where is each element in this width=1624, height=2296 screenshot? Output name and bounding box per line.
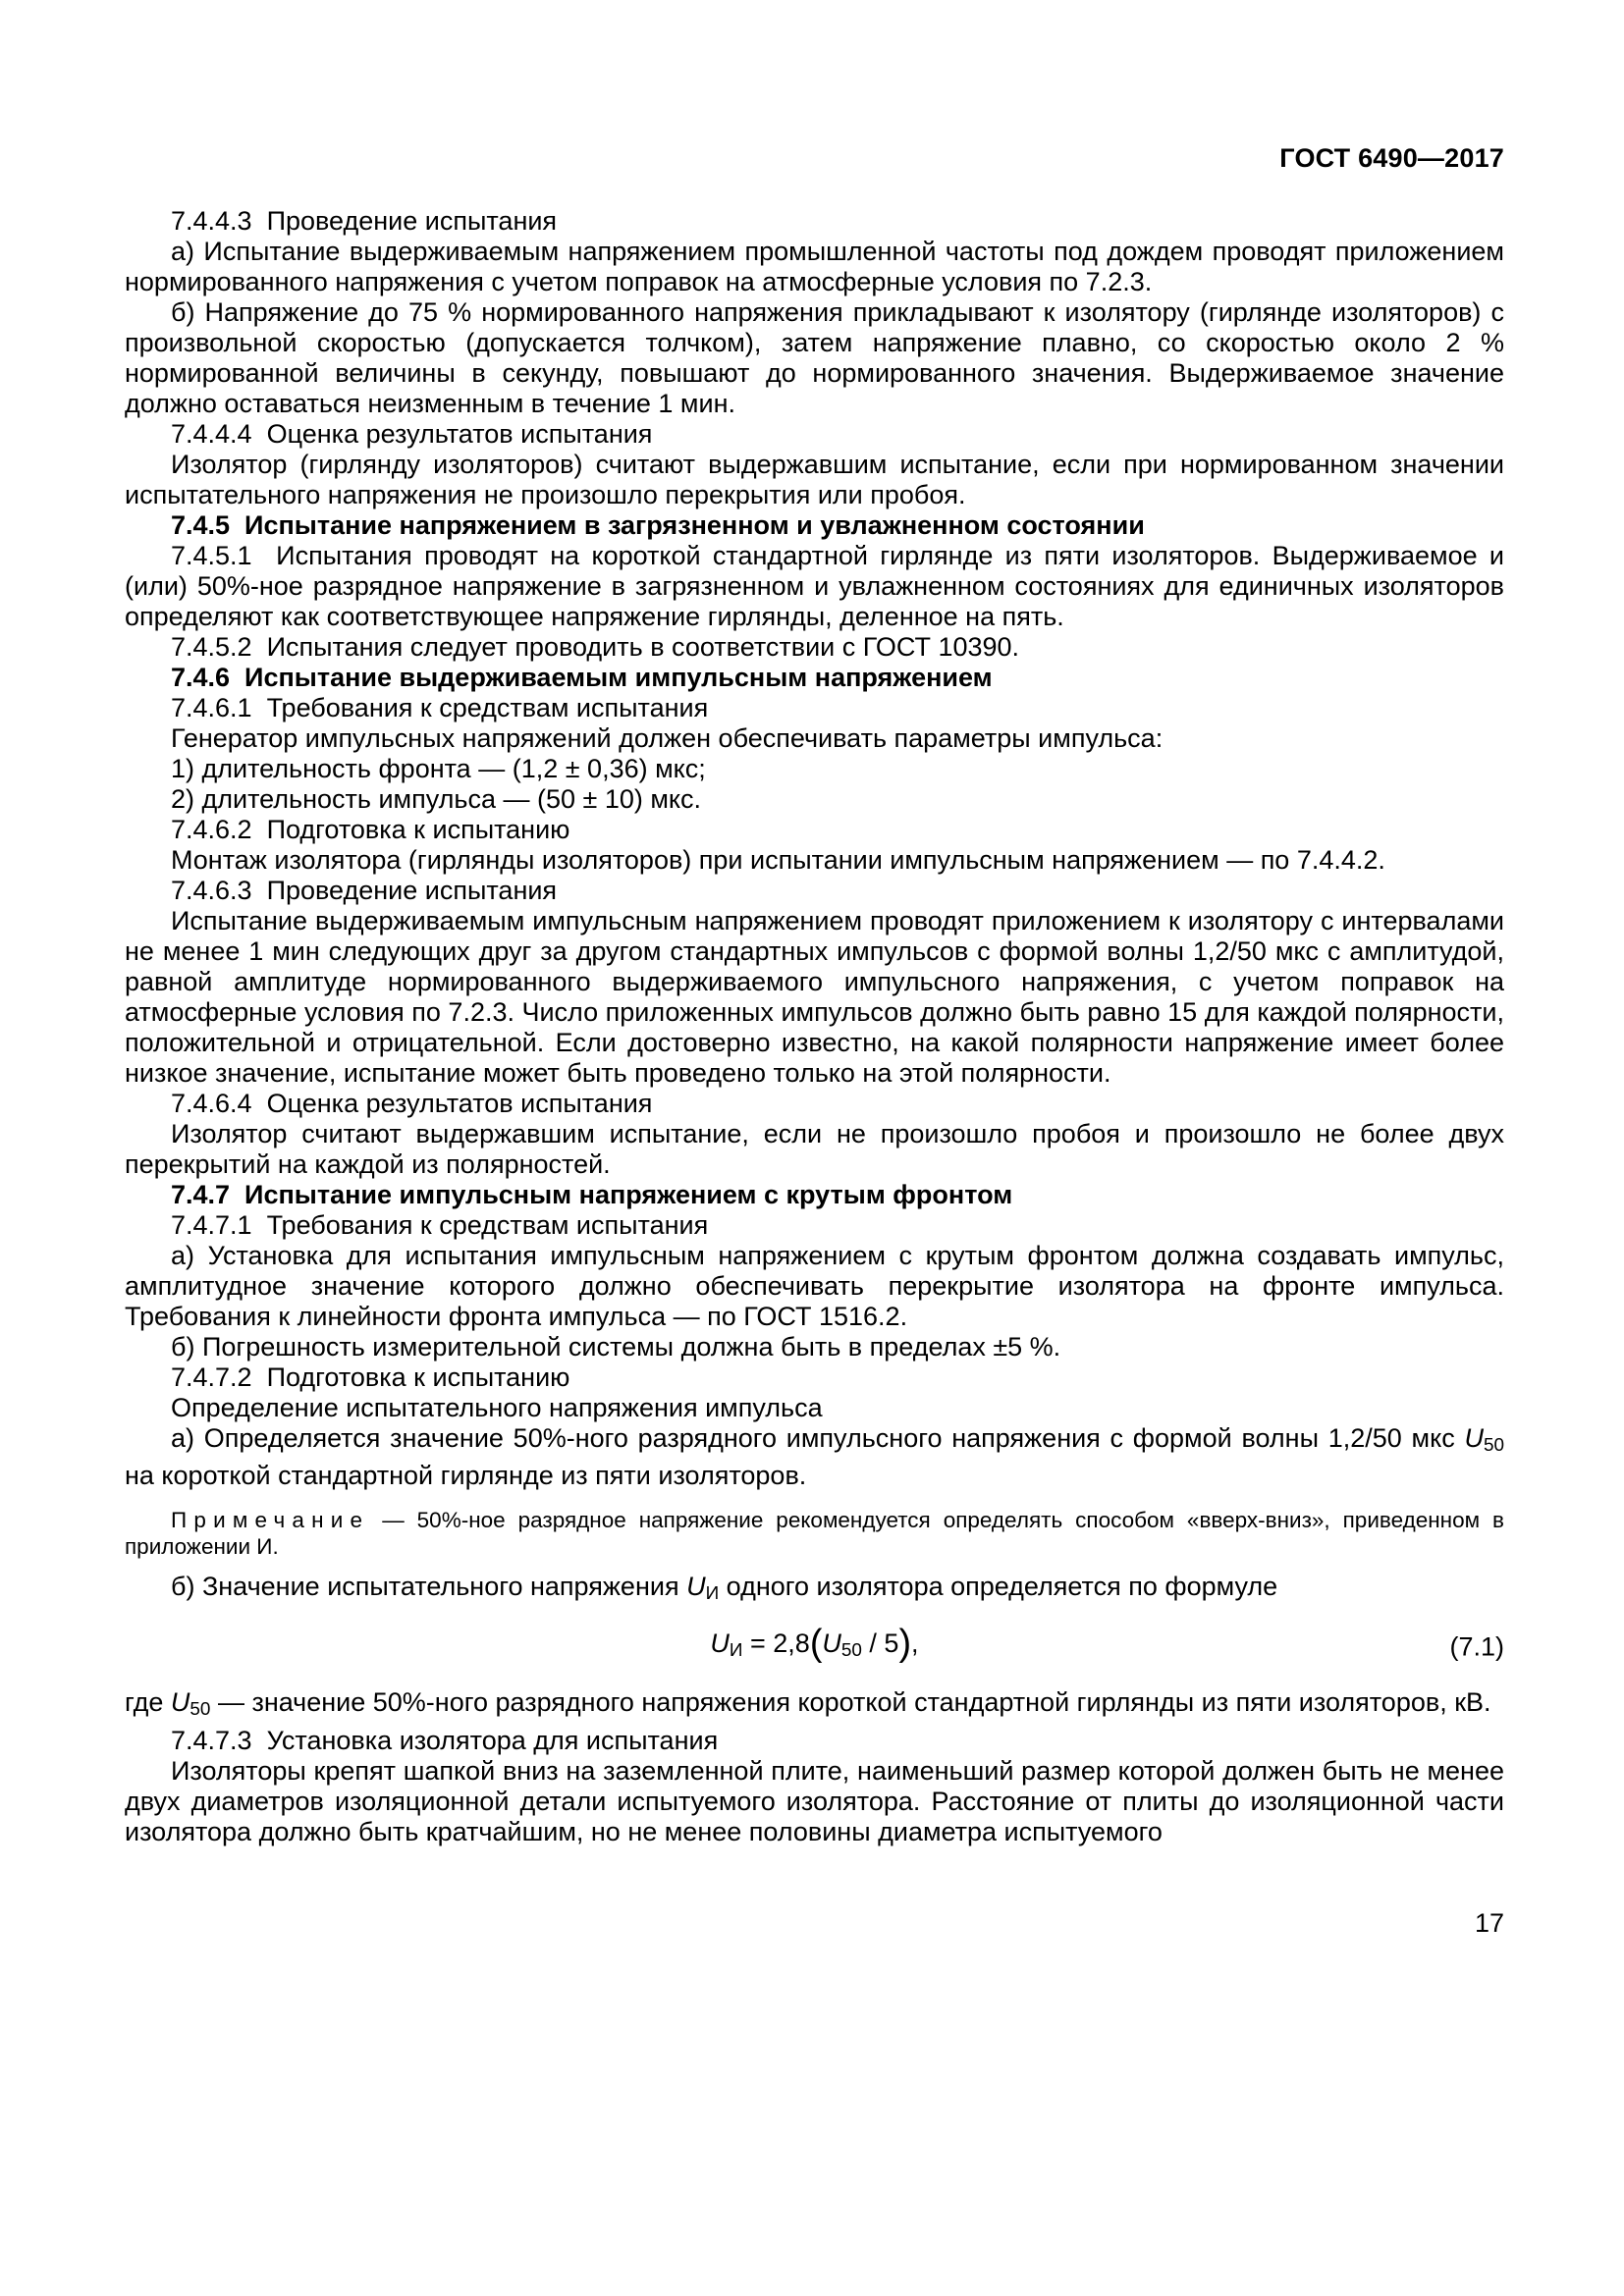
subscript-i: И bbox=[729, 1640, 743, 1662]
document-number: ГОСТ 6490—2017 bbox=[1279, 143, 1504, 173]
subscript-50: 50 bbox=[189, 1699, 211, 1721]
variable-u: U bbox=[170, 1687, 190, 1718]
text-run: где bbox=[125, 1687, 171, 1718]
paragraph: а) Испытание выдерживаемым напряжением промышленной частоты под дождем проводят приложением нормированного напряжения с учетом поправок на атмосферные условия по 7.2.3. bbox=[125, 237, 1504, 296]
section-heading: 7.4.6 Испытание выдерживаемым импульсным напряжением bbox=[171, 663, 993, 692]
variable-u: U bbox=[1464, 1423, 1484, 1453]
paragraph: б) Погрешность измерительной системы должна быть в пределах ±5 %. bbox=[171, 1332, 1061, 1362]
paragraph: 7.4.7.3 Установка изолятора для испытания bbox=[171, 1725, 719, 1755]
variable-u: U bbox=[686, 1572, 706, 1602]
paragraph: Изоляторы крепят шапкой вниз на заземленной плите, наименьший размер которой должен быть не менее двух диаметров изоляционной детали испытуемого изолятора. Расстояние от плиты до изоляционной части изолятора должно быть кратчайшим, но не менее половины диаметра испытуемого bbox=[125, 1755, 1504, 1846]
paragraph: Генератор импульсных напряжений должен обеспечивать параметры импульса: bbox=[171, 723, 1164, 753]
paragraph: Испытание выдерживаемым импульсным напряжением проводят приложением к изолятору с интервалами не менее 1 мин следующих друг за другом стандартных импульсов с формой волны 1,2/50 мкс с амплитудой, равной амплитуде нормированного выдерживаемого импульсного напряжения, с учетом поправок на атмосферные условия по 7.2.3. Число приложенных импульсов должно быть равно 15 для каждой полярности, положительной и отрицательной. Если достоверно известно, на какой полярности напряжение имеет более низкое значение, испытание может быть проведено только на этой полярности. bbox=[125, 906, 1504, 1088]
paragraph: Монтаж изолятора (гирлянды изоляторов) при испытании импульсным напряжением — по 7.4.4.2. bbox=[171, 845, 1385, 875]
note-label: Примечание bbox=[171, 1508, 370, 1533]
subscript-50: 50 bbox=[1483, 1435, 1504, 1457]
section-heading: 7.4.5 Испытание напряжением в загрязненном и увлажненном состоянии bbox=[171, 510, 1145, 540]
close-paren: ) bbox=[898, 1623, 912, 1665]
variable-u: U bbox=[822, 1629, 841, 1659]
paragraph: Изолятор считают выдержавшим испытание, если не произошло пробоя и произошло не более двух перекрытий на каждой из полярностей. bbox=[125, 1119, 1504, 1179]
paragraph: 7.4.5.1 Испытания проводят на короткой стандартной гирлянде из пяти изоляторов. Выдерживаемое и (или) 50%-ное разрядное напряжение в загрязненном и увлажненном состояниях для единичных изоляторов определяют как соответствующее напряжение гирлянды, деленное на пять. bbox=[125, 541, 1504, 631]
paragraph: 7.4.5.2 Испытания следует проводить в соответствии с ГОСТ 10390. bbox=[171, 632, 1020, 662]
paragraph: 7.4.6.2 Подготовка к испытанию bbox=[171, 815, 570, 844]
note bbox=[125, 1507, 1504, 1560]
paragraph: Изолятор (гирлянду изоляторов) считают выдержавшим испытание, если при нормированном значении испытательного напряжения не произошло перекрытия или пробоя. bbox=[125, 450, 1504, 509]
text-run: / 5 bbox=[861, 1629, 899, 1659]
subscript-i: И bbox=[705, 1583, 720, 1605]
paragraph: 7.4.7.2 Подготовка к испытанию bbox=[171, 1362, 570, 1392]
text-run: одного изолятора определяется по формуле bbox=[719, 1572, 1278, 1602]
paragraph: б) Напряжение до 75 % нормированного напряжения прикладывают к изолятору (гирлянде изоляторов) с произвольной скоростью (допускается толчком), затем напряжение плавно, со скоростью около 2 % нормированной величины в секунду, повышают до нормированного значения. Выдерживаемое значение должно оставаться неизменным в течение 1 мин. bbox=[125, 297, 1504, 418]
paragraph: 7.4.4.4 Оценка результатов испытания bbox=[171, 419, 653, 449]
paragraph: 7.4.6.3 Проведение испытания bbox=[171, 876, 558, 905]
page-number: 17 bbox=[1474, 1908, 1504, 1938]
text-run: — 50%-ное разрядное напряжение рекомендуется определять способом «вверх-вниз», приведенном в приложении И. bbox=[125, 1508, 1504, 1560]
subscript-50: 50 bbox=[840, 1640, 862, 1662]
text-run: , bbox=[911, 1629, 919, 1659]
text-run: а) Определяется значение 50%-ного разрядного импульсного напряжения с формой волны 1,2/50 мкс bbox=[171, 1423, 1465, 1453]
paragraph: 7.4.4.3 Проведение испытания bbox=[171, 206, 558, 236]
paragraph: Определение испытательного напряжения импульса bbox=[171, 1393, 823, 1422]
paragraph: 2) длительность импульса — (50 ± 10) мкс. bbox=[171, 784, 702, 814]
formula-number: (7.1) bbox=[1449, 1631, 1504, 1662]
section-heading: 7.4.7 Испытание импульсным напряжением с крутым фронтом bbox=[171, 1180, 1013, 1209]
paragraph: 7.4.6.4 Оценка результатов испытания bbox=[171, 1089, 653, 1118]
formula-expression bbox=[710, 1623, 919, 1665]
variable-u: U bbox=[710, 1629, 730, 1659]
open-paren: ( bbox=[809, 1623, 823, 1665]
text-run: на короткой стандартной гирлянде из пяти изоляторов. bbox=[125, 1461, 807, 1491]
formula-block bbox=[125, 1623, 1504, 1666]
text-run: — значение 50%-ного разрядного напряжения короткой стандартной гирлянды из пяти изоляторов, кВ. bbox=[210, 1687, 1491, 1718]
document-body bbox=[125, 206, 1504, 1847]
paragraph: 7.4.6.1 Требования к средствам испытания bbox=[171, 693, 709, 722]
paragraph: а) Установка для испытания импульсным напряжением с крутым фронтом должна создавать импульс, амплитудное значение которого должно обеспечивать перекрытие изолятора на фронте импульса. Требования к линейности фронта импульса — по ГОСТ 1516.2. bbox=[125, 1241, 1504, 1331]
paragraph: 7.4.7.1 Требования к средствам испытания bbox=[171, 1210, 709, 1240]
where-clause bbox=[125, 1687, 1504, 1725]
paragraph bbox=[125, 1423, 1504, 1491]
paragraph: 1) длительность фронта — (1,2 ± 0,36) мкс; bbox=[171, 754, 706, 783]
text-run: б) Значение испытательного напряжения bbox=[171, 1572, 687, 1602]
paragraph bbox=[125, 1572, 1504, 1609]
text-run: = 2,8 bbox=[742, 1629, 810, 1659]
